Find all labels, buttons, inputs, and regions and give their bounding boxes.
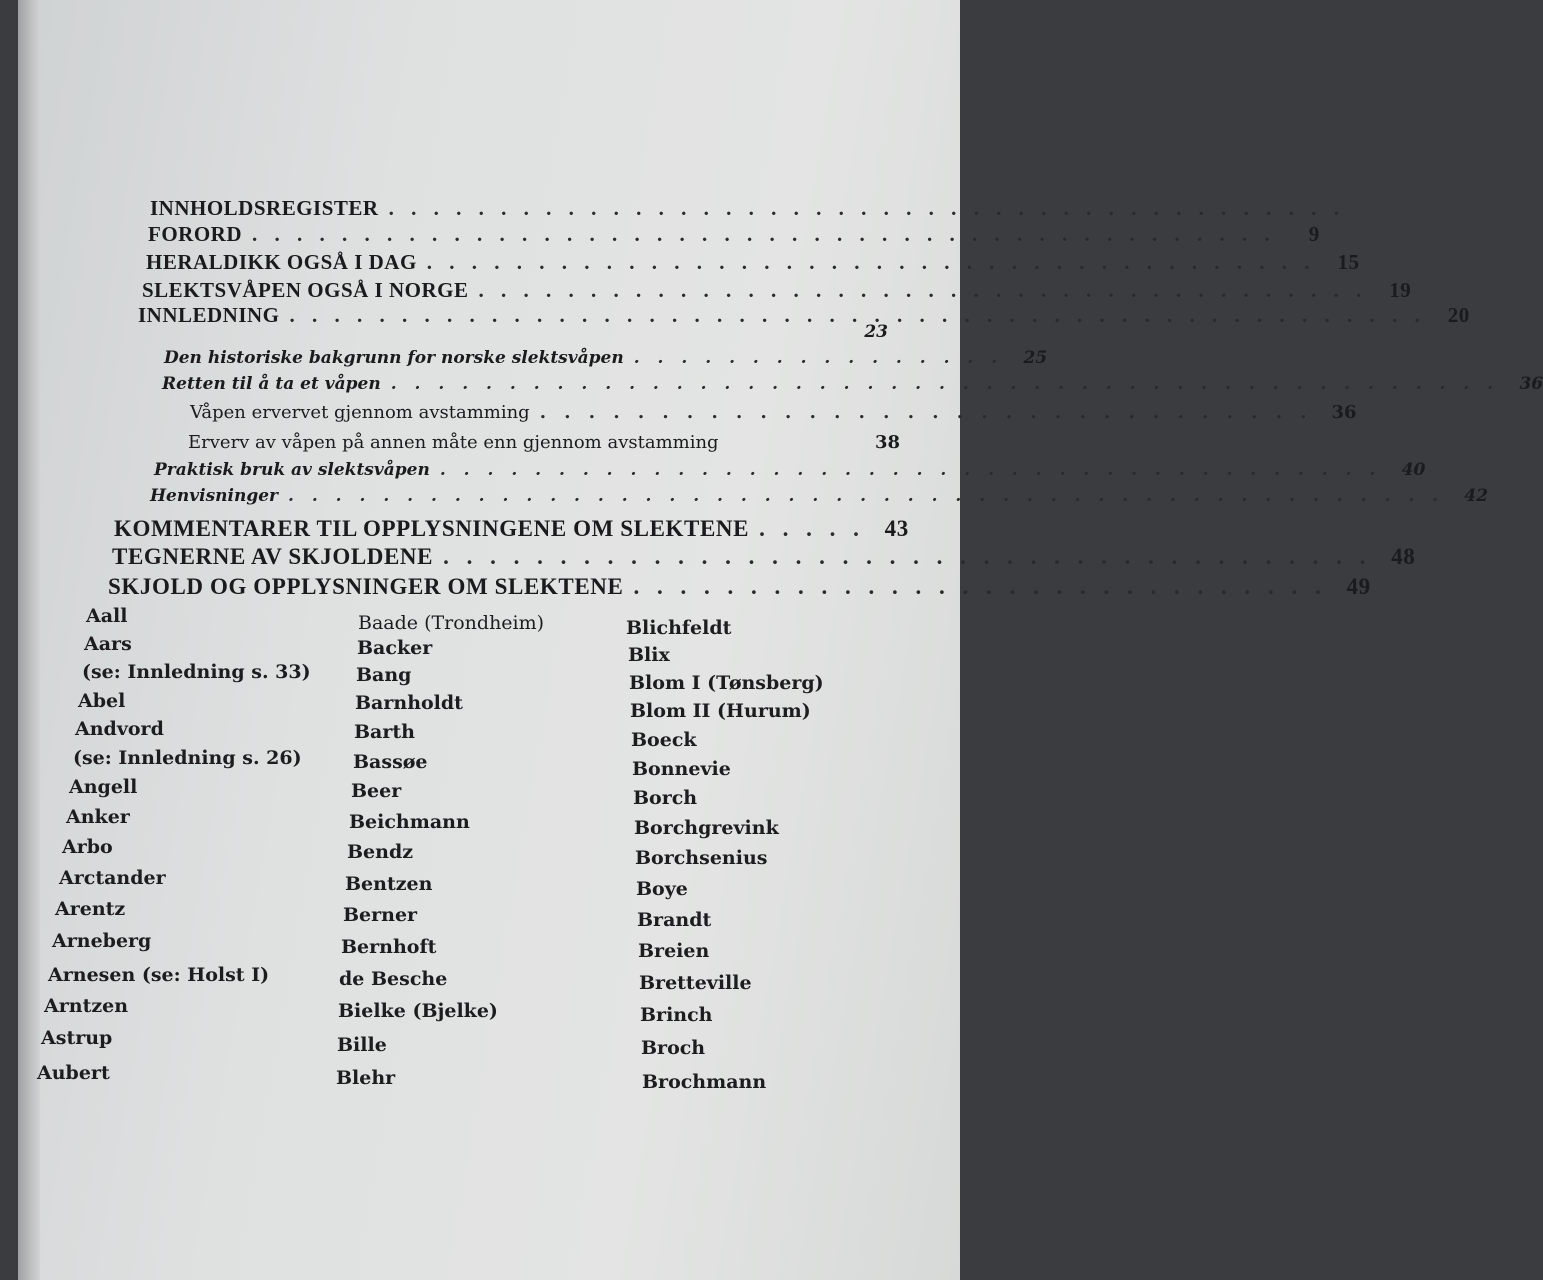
- toc-entry: Retten til å ta et våpen . . . . . . . . . . . . . . . . . . . . . . . . . . . . . . . . . . . . . . . . . . . . . . . 36: [162, 374, 1543, 394]
- family-name: Arbo: [62, 836, 113, 858]
- toc-entry: FORORD . . . . . . . . . . . . . . . . . . . . . . . . . . . . . . . . . . . . . . . . . . . . . . 9: [148, 222, 1320, 246]
- family-name: Bonnevie: [632, 758, 731, 780]
- family-name: Brandt: [637, 909, 712, 931]
- toc-entry: KOMMENTARER TIL OPPLYSNINGENE OM SLEKTENE . . . . . 43: [114, 516, 909, 541]
- family-name: Baade (Trondheim): [358, 612, 545, 634]
- family-name: de Besche: [339, 968, 448, 990]
- toc-entry: Henvisninger . . . . . . . . . . . . . . . . . . . . . . . . . . . . . . . . . . . . . . . . . . . . . . . . . 42: [150, 486, 1489, 506]
- family-name: Bendz: [347, 841, 414, 863]
- toc-entry: Erverv av våpen på annen måte enn gjennom avstamming 38: [188, 432, 900, 453]
- family-name: Bille: [337, 1034, 387, 1056]
- family-name: Arentz: [55, 898, 126, 920]
- family-name: Abel: [78, 690, 126, 712]
- index-note: (se: Innledning s. 33): [82, 661, 311, 683]
- index-note: (se: Innledning s. 26): [73, 747, 302, 769]
- toc-entry: SKJOLD OG OPPLYSNINGER OM SLEKTENE . . . . . . . . . . . . . . . . . . . . . . . . . . . . . . 49: [108, 574, 1371, 599]
- family-name: Bernhoft: [341, 936, 437, 958]
- family-name: Bentzen: [345, 873, 433, 895]
- family-name: Berner: [343, 904, 418, 926]
- toc-entry: Den historiske bakgrunn for norske slektsvåpen . . . . . . . . . . . . . . . . 25: [164, 348, 1048, 368]
- family-name: Bielke (Bjelke): [338, 1000, 498, 1022]
- family-name: Astrup: [41, 1027, 113, 1049]
- family-name: Blom II (Hurum): [630, 700, 811, 722]
- family-name: Blichfeldt: [626, 617, 732, 639]
- toc-entry: SLEKTSVÅPEN OGSÅ I NORGE . . . . . . . . . . . . . . . . . . . . . . . . . . . . . . . . . . . . . . . . 19: [142, 278, 1412, 302]
- family-name: Bassøe: [353, 751, 428, 773]
- family-name: Blehr: [336, 1067, 396, 1089]
- family-name: Blom I (Tønsberg): [629, 672, 824, 694]
- family-name-index: [18, 600, 960, 1120]
- family-name: Barth: [354, 721, 415, 743]
- family-name: Arctander: [59, 867, 166, 889]
- family-name: Borchsenius: [635, 847, 768, 869]
- family-name: Aall: [86, 605, 128, 627]
- toc-entry: Våpen ervervet gjennom avstamming . . . . . . . . . . . . . . . . . . . . . . . . . . . . . . . . 36: [190, 402, 1357, 423]
- family-name: Arneberg: [52, 930, 152, 952]
- table-of-contents: [18, 0, 1543, 620]
- family-name: Borchgrevink: [634, 817, 779, 839]
- toc-entry: Praktisk bruk av slektsvåpen . . . . . . . . . . . . . . . . . . . . . . . . . . . . . . . . . . . . . . . . 40: [154, 460, 1426, 480]
- family-name: Arntzen: [44, 995, 129, 1017]
- family-name: Backer: [357, 637, 433, 659]
- family-name: Borch: [633, 787, 698, 809]
- toc-entry: INNHOLDSREGISTER . . . . . . . . . . . . . . . . . . . . . . . . . . . . . . . . . . . . . . . . . . .: [150, 196, 1345, 220]
- toc-entry: TEGNERNE AV SKJOLDENE . . . . . . . . . . . . . . . . . . . . . . . . . . . . . . . . . . . . . . . . 48: [112, 544, 1416, 569]
- family-name: Boeck: [631, 729, 697, 751]
- family-name: Beer: [351, 780, 402, 802]
- toc-entry: 23: [864, 322, 888, 342]
- family-name: Breien: [638, 940, 710, 962]
- family-name: Boye: [636, 878, 688, 900]
- family-name: Aubert: [37, 1062, 110, 1084]
- book-page: [18, 0, 1543, 1280]
- family-name: Barnholdt: [355, 692, 463, 714]
- family-name: Arnesen (se: Holst I): [48, 964, 270, 986]
- family-name: Bretteville: [639, 972, 752, 994]
- family-name: Brinch: [640, 1004, 713, 1026]
- family-name: Aars: [84, 633, 132, 655]
- family-name: Blix: [628, 644, 670, 666]
- family-name: Bang: [356, 664, 412, 686]
- family-name: Anker: [66, 806, 130, 828]
- family-name: Brochmann: [642, 1071, 767, 1093]
- toc-entry: INNLEDNING . . . . . . . . . . . . . . . . . . . . . . . . . . . . . . . . . . . . . . . . . . . . . . . . . . . 20: [138, 303, 1470, 327]
- toc-entry: HERALDIKK OGSÅ I DAG . . . . . . . . . . . . . . . . . . . . . . . . . . . . . . . . . . . . . . . . 15: [146, 250, 1360, 274]
- family-name: Beichmann: [349, 811, 470, 833]
- family-name: Andvord: [75, 718, 164, 740]
- family-name: Angell: [69, 776, 138, 798]
- family-name: Broch: [641, 1037, 706, 1059]
